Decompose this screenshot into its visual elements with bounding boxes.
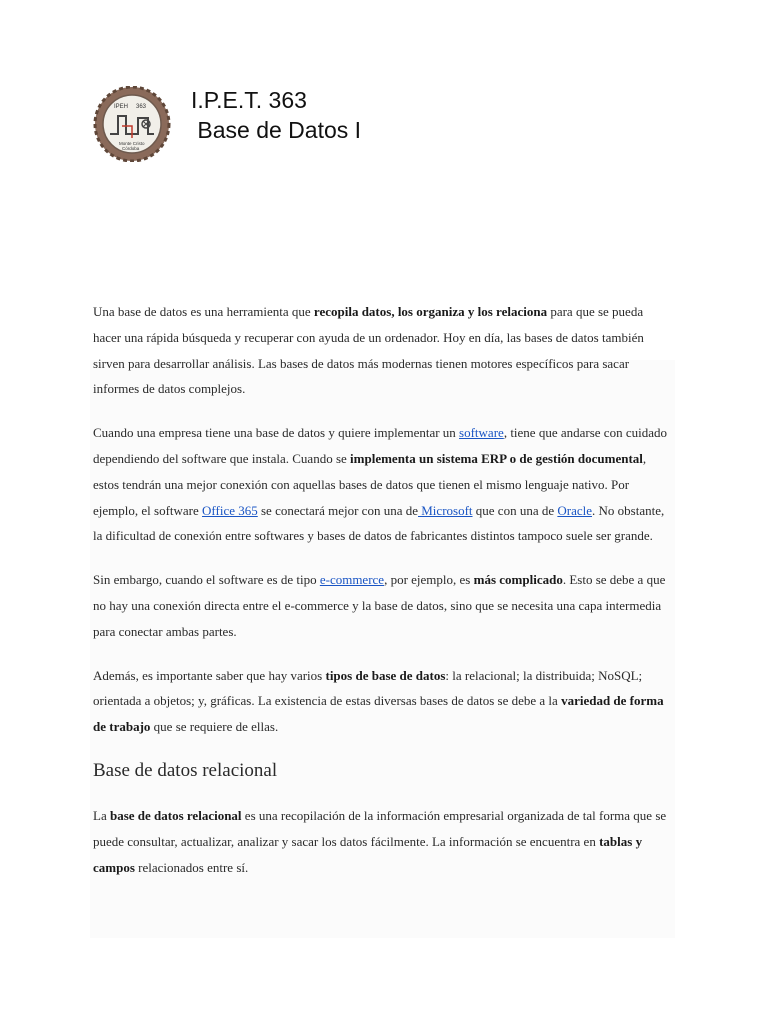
- link-microsoft[interactable]: Microsoft: [418, 502, 473, 518]
- link-software[interactable]: software: [459, 425, 504, 441]
- paragraph-1: Una base de datos es una herramienta que recopila datos, los organiza y los relaciona para que se pueda hacer una rápida búsqueda y recuperar con ayuda de un ordenador. Hoy en día, las bases de datos también sirven para desarrollar análisis. Las bases de datos más modernas tienen motores específicos para sacar informes de datos complejos.: [93, 304, 644, 397]
- svg-text:IPEH: IPEH: [114, 104, 129, 110]
- article-body: [93, 299, 673, 898]
- paragraph-3: Sin embargo, cuando el software es de tipo e-commerce, por ejemplo, es más complicado. Esto se debe a que no hay una conexión directa entre el e-commerce y la base de datos, sino que se necesita una capa intermedia para conectar ambas partes.: [93, 572, 666, 639]
- section-heading: Base de datos relacional: [93, 759, 278, 781]
- svg-text:363: 363: [136, 104, 147, 110]
- course-title: Base de Datos I: [191, 117, 362, 143]
- ipet-363-school-logo-icon: [92, 86, 172, 162]
- svg-text:Monte Cristo: Monte Cristo: [119, 141, 145, 146]
- link-oracle[interactable]: Oracle: [557, 502, 593, 518]
- link-office-365[interactable]: Office 365: [202, 502, 258, 518]
- paragraph-4: Además, es importante saber que hay varios tipos de base de datos: la relacional; la distribuida; NoSQL; orientada a objetos; y, gráficas. La existencia de estas diversas bases de datos se debe a la variedad de forma de trabajo que se requiere de ellas.: [93, 667, 664, 735]
- school-title: I.P.E.T. 363: [191, 87, 307, 113]
- link-e-commerce[interactable]: e-commerce: [319, 572, 385, 588]
- svg-text:Córdoba: Córdoba: [122, 146, 140, 151]
- paragraph-2: Cuando una empresa tiene una base de datos y quiere implementar un software, tiene que andarse con cuidado dependiendo del software que instala. Cuando se implementa un sistema ERP o de gestión documental, estos tendrán una mejor conexión con aquellas bases de datos que tienen el mismo lenguaje nativo. Por ejemplo, el software Office 365 se conectará mejor con una de Microsoft que con una de Oracle. No obstante, la dificultad de conexión entre softwares y bases de datos de fabricantes distintos tampoco suele ser grande.: [93, 425, 667, 544]
- paragraph-5: La base de datos relacional es una recopilación de la información empresarial organizada de tal forma que se puede consultar, actualizar, analizar y sacar los datos fácilmente. La información se encuentra en tablas y campos relacionados entre sí.: [93, 807, 667, 875]
